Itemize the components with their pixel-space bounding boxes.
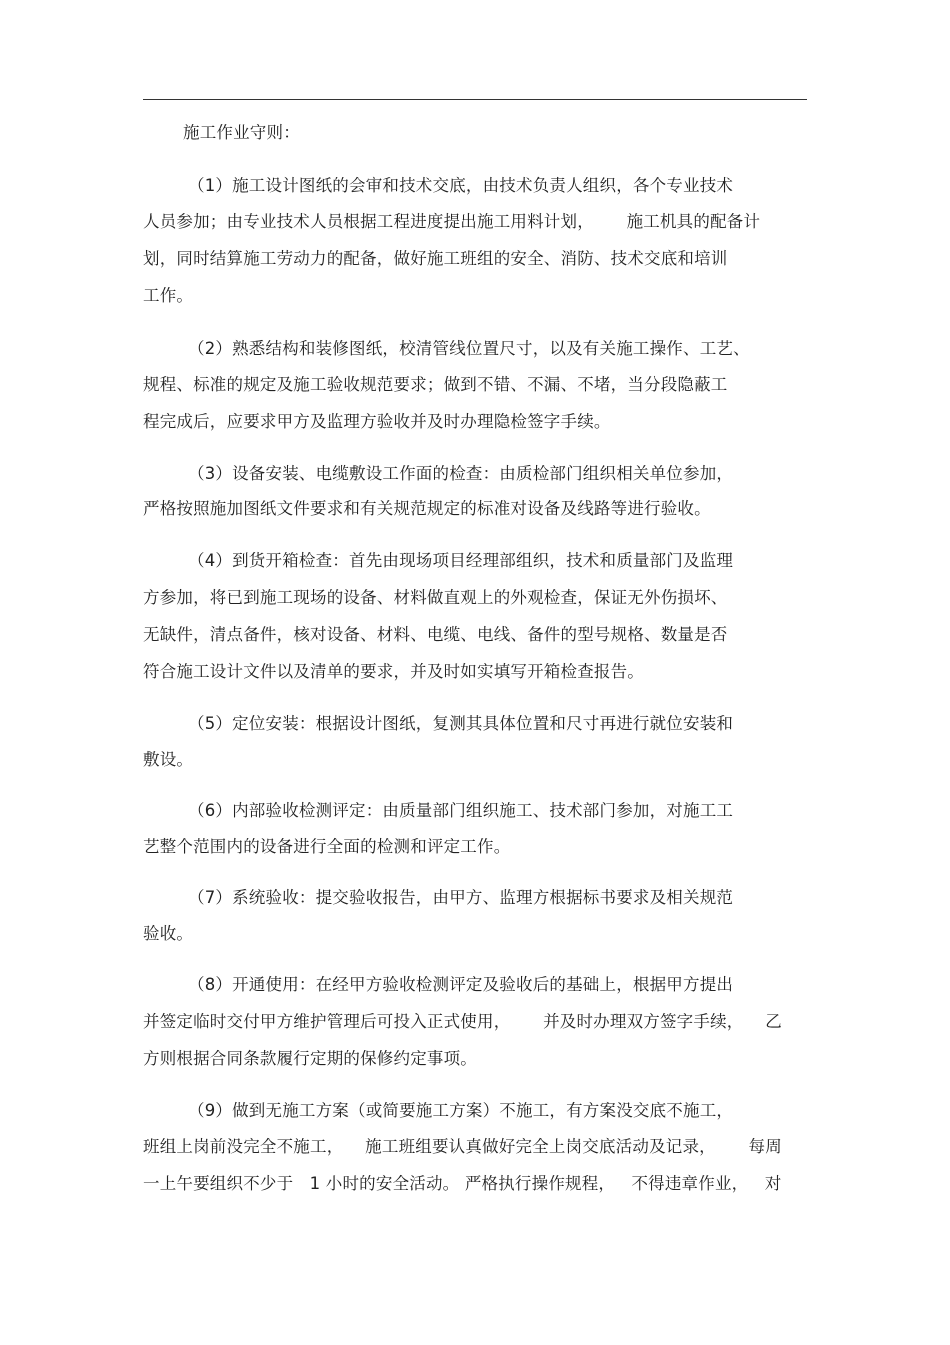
item-7-line-2: 验收。 <box>143 924 194 943</box>
header-rule <box>143 99 807 100</box>
item-9-line-3: 一上午要组织不少于 1 小时的安全活动。 严格执行操作规程， 不得违章作业， 对 <box>143 1174 782 1193</box>
item-2-line-3: 程完成后，应要求甲方及监理方验收并及时办理隐检签字手续。 <box>143 412 611 431</box>
item-2-line-2: 规程、标准的规定及施工验收规范要求；做到不错、不漏、不堵，当分段隐蔽工 <box>143 375 728 394</box>
item-1-line-4: 工作。 <box>143 286 194 305</box>
item-4-line-1: （4）到货开箱检查：首先由现场项目经理部组织，技术和质量部门及监理 <box>188 551 734 570</box>
item-1-line-3: 划，同时结算施工劳动力的配备，做好施工班组的安全、消防、技术交底和培训 <box>143 249 728 268</box>
item-5-line-2: 敷设。 <box>143 750 194 769</box>
item-6-line-1: （6）内部验收检测评定：由质量部门组织施工、技术部门参加，对施工工 <box>188 801 734 820</box>
item-6-line-2: 艺整个范围内的设备进行全面的检测和评定工作。 <box>143 837 511 856</box>
item-3-line-2: 严格按照施加图纸文件要求和有关规范规定的标准对设备及线路等进行验收。 <box>143 499 711 518</box>
item-5-line-1: （5）定位安装：根据设计图纸，复测其具体位置和尺寸再进行就位安装和 <box>188 714 734 733</box>
item-1-line-2: 人员参加；由专业技术人员根据工程进度提出施工用料计划， 施工机具的配备计 <box>143 212 761 231</box>
item-8-line-3: 方则根据合同条款履行定期的保修约定事项。 <box>143 1049 477 1068</box>
item-8-line-2: 并签定临时交付甲方维护管理后可投入正式使用， 并及时办理双方签字手续， 乙 <box>143 1012 782 1031</box>
item-3-line-1: （3）设备安装、电缆敷设工作面的检查：由质检部门组织相关单位参加， <box>188 464 734 483</box>
item-8-line-1: （8）开通使用：在经甲方验收检测评定及验收后的基础上，根据甲方提出 <box>188 975 734 994</box>
item-9-line-1: （9）做到无施工方案（或简要施工方案）不施工，有方案没交底不施工， <box>188 1101 734 1120</box>
item-4-line-3: 无缺件，清点备件，核对设备、材料、电缆、电线、备件的型号规格、数量是否 <box>143 625 728 644</box>
item-4-line-2: 方参加，将已到施工现场的设备、材料做直观上的外观检查，保证无外伤损坏、 <box>143 588 728 607</box>
item-1-line-1: （1）施工设计图纸的会审和技术交底，由技术负责人组织，各个专业技术 <box>188 176 734 195</box>
item-9-line-2: 班组上岗前没完全不施工， 施工班组要认真做好完全上岗交底活动及记录， 每周 <box>143 1137 782 1156</box>
item-2-line-1: （2）熟悉结构和装修图纸，校清管线位置尺寸，以及有关施工操作、工艺、 <box>188 339 750 358</box>
section-heading: 施工作业守则： <box>183 123 300 142</box>
item-4-line-4: 符合施工设计文件以及清单的要求，并及时如实填写开箱检查报告。 <box>143 662 644 681</box>
item-7-line-1: （7）系统验收：提交验收报告，由甲方、监理方根据标书要求及相关规范 <box>188 888 734 907</box>
